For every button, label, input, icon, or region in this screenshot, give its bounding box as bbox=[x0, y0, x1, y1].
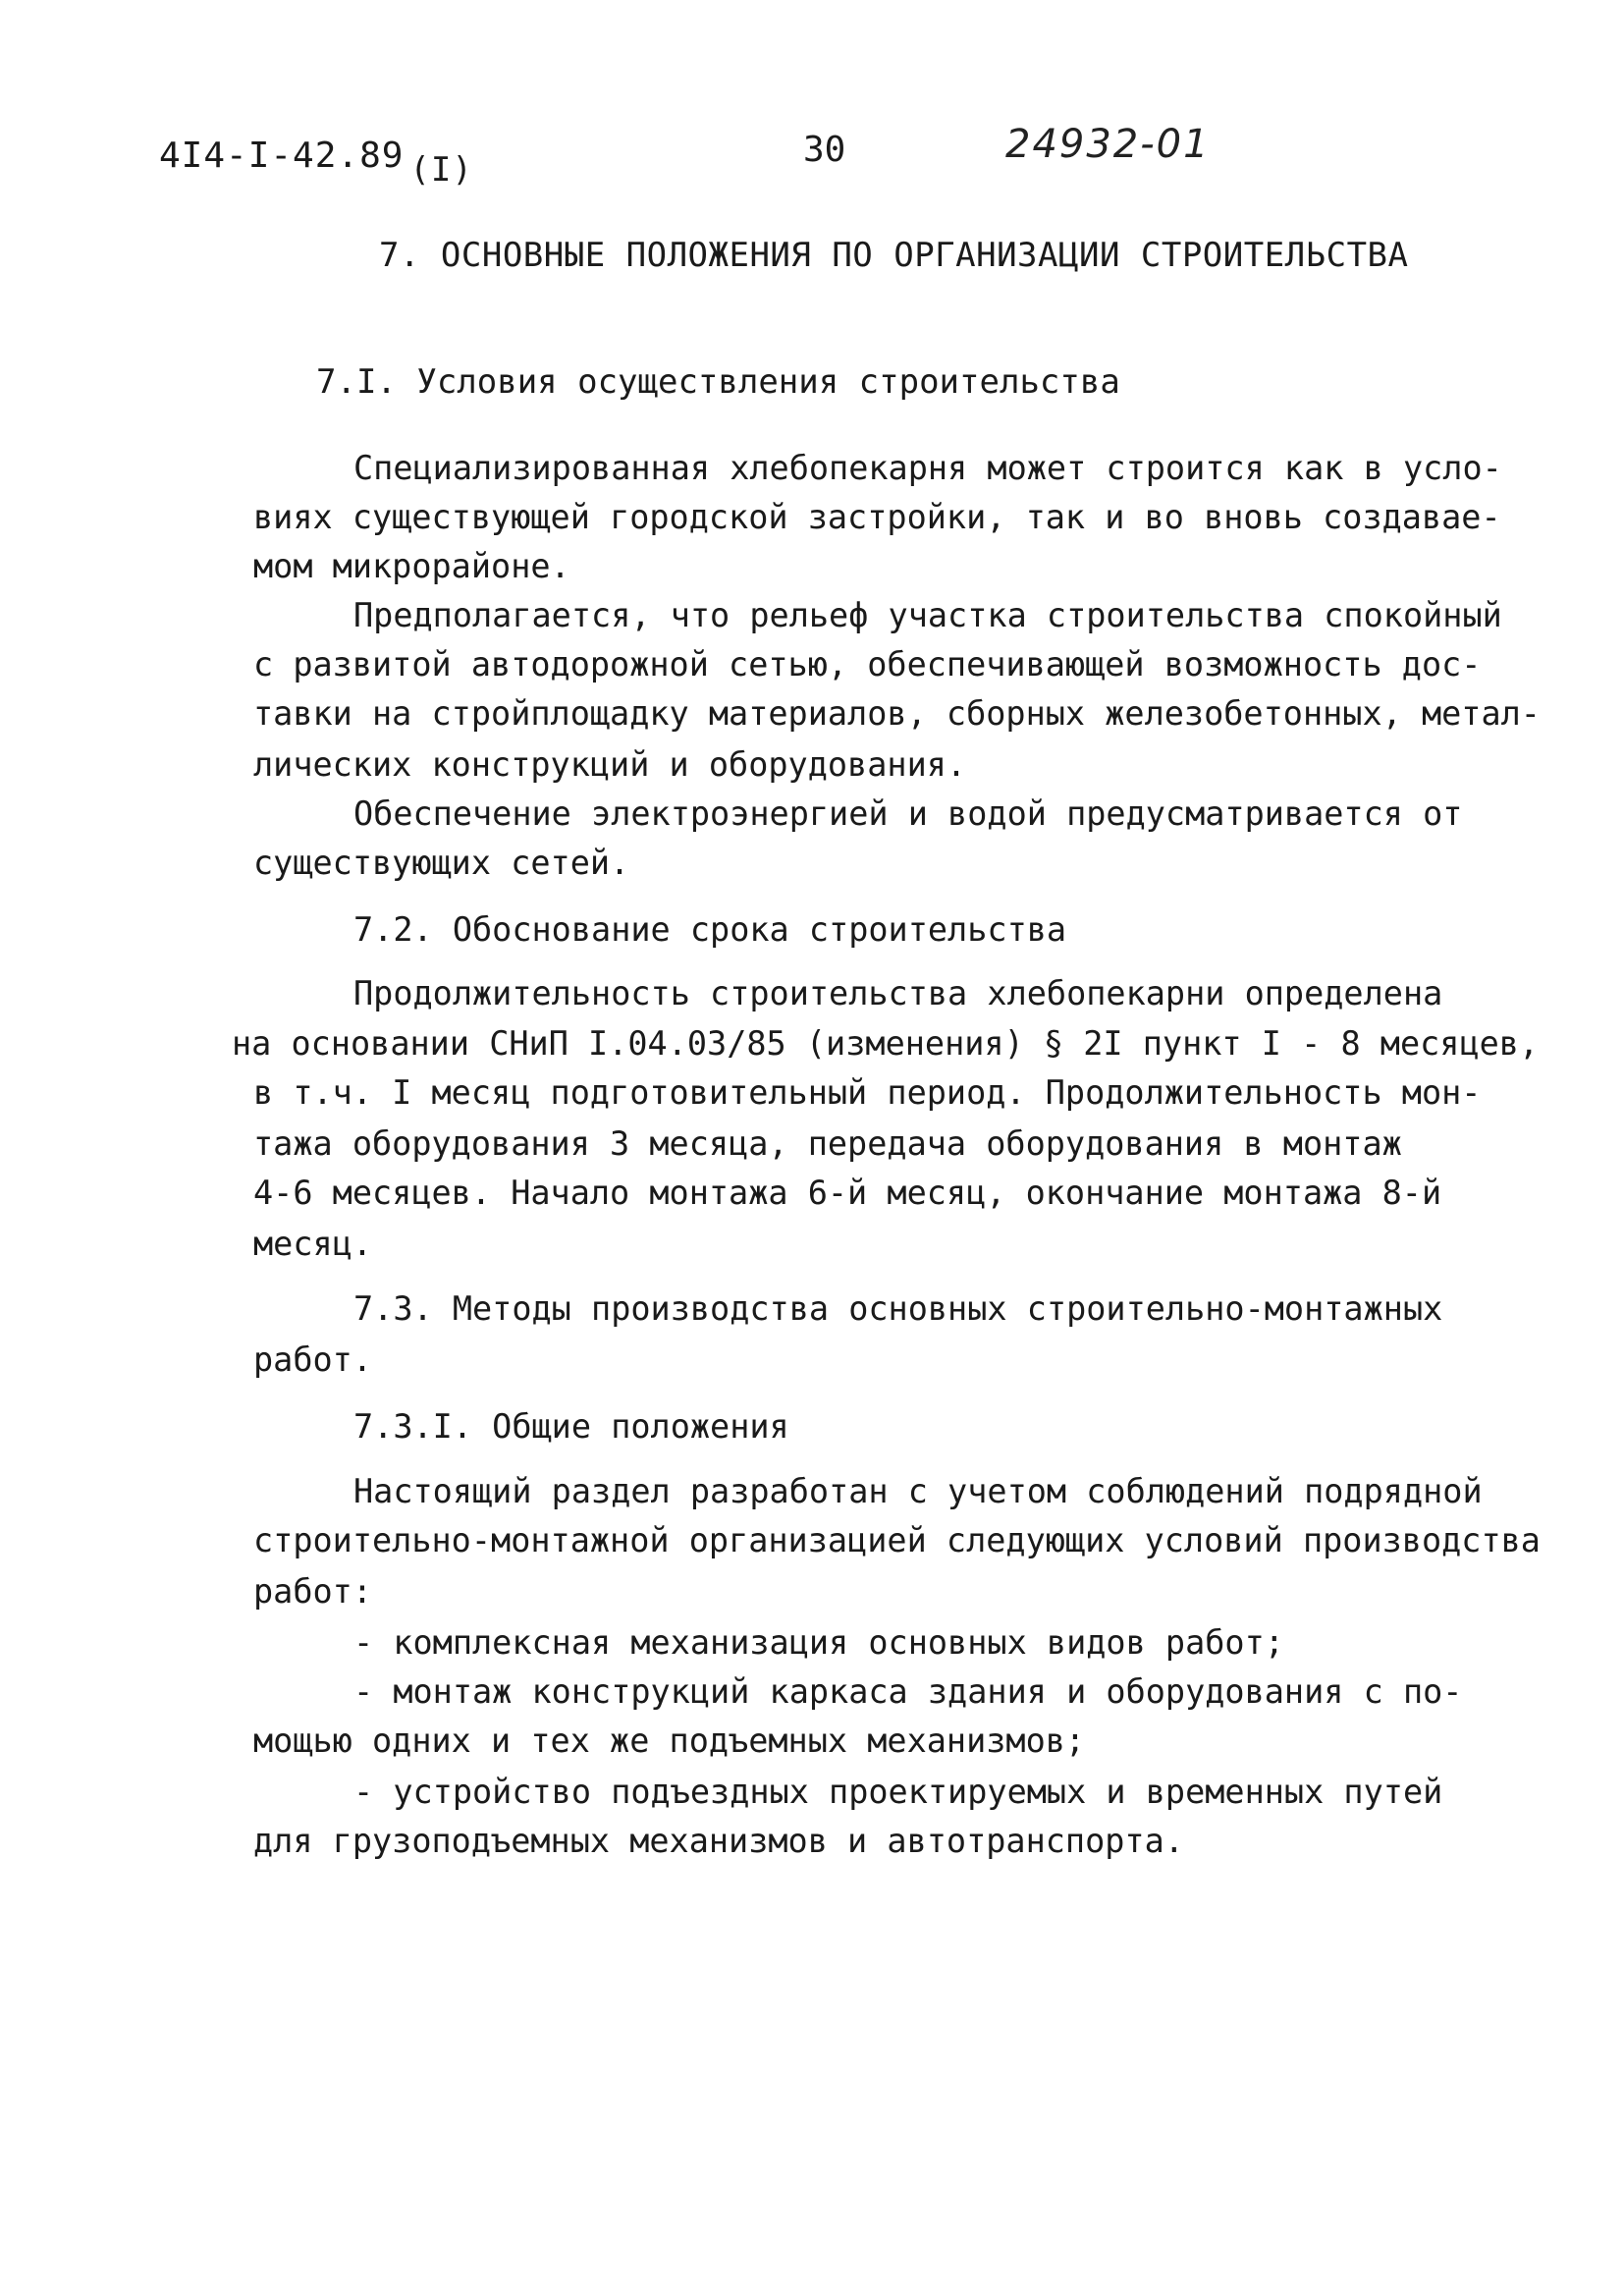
paragraph-line: Продолжительность строительства хлебопекарни определена bbox=[353, 974, 1443, 1012]
list-item: - комплексная механизация основных видов работ; bbox=[353, 1623, 1284, 1662]
paragraph-line: лических конструкций и оборудования. bbox=[253, 745, 967, 784]
subsection-heading: работ. bbox=[253, 1340, 373, 1379]
paragraph-line: с развитой автодорожной сетью, обеспечивающей возможность дос- bbox=[253, 645, 1482, 683]
handwritten-inventory-number: 24932-01 bbox=[1005, 122, 1211, 167]
paragraph-line: тавки на стройплощадку материалов, сборных железобетонных, метал- bbox=[253, 694, 1541, 733]
subsection-heading: 7.3.I. Общие положения bbox=[353, 1407, 789, 1446]
list-item: - монтаж конструкций каркаса здания и оборудования с по- bbox=[353, 1672, 1463, 1711]
paragraph-line: работ: bbox=[253, 1572, 373, 1611]
list-item-continuation: мощью одних и тех же подъемных механизмов; bbox=[253, 1722, 1086, 1760]
paragraph-line: существующих сетей. bbox=[253, 844, 630, 882]
paragraph-line: Предполагается, что рельеф участка строительства спокойный bbox=[353, 596, 1502, 634]
paragraph-line: месяц. bbox=[253, 1225, 373, 1263]
list-item: - устройство подъездных проектируемых и временных путей bbox=[353, 1773, 1443, 1811]
paragraph-line: в т.ч. I месяц подготовительный период. Продолжительность мон- bbox=[253, 1073, 1482, 1112]
document-code-suffix: (I) bbox=[409, 150, 473, 190]
page-number: 30 bbox=[803, 130, 846, 170]
paragraph-line: виях существующей городской застройки, так и во вновь создавае- bbox=[253, 498, 1501, 536]
section-title: 7. ОСНОВНЫЕ ПОЛОЖЕНИЯ ПО ОРГАНИЗАЦИИ СТРОИТЕЛЬСТВА bbox=[379, 236, 1409, 275]
paragraph-line: Настоящий раздел разработан с учетом соблюдений подрядной bbox=[353, 1472, 1483, 1510]
subsection-heading: 7.I. Условия осуществления строительства bbox=[316, 362, 1120, 402]
paragraph-line: на основании СНиП I.04.03/85 (изменения) § 2I пункт I - 8 месяцев, bbox=[232, 1024, 1540, 1063]
subsection-heading: 7.3. Методы производства основных строительно-монтажных bbox=[353, 1289, 1443, 1328]
subsection-heading: 7.2. Обоснование срока строительства bbox=[353, 910, 1067, 949]
paragraph-line: Обеспечение электроэнергией и водой предусматривается от bbox=[353, 794, 1463, 833]
document-code-number: 4I4-I-42.89 bbox=[159, 136, 405, 176]
list-item-continuation: для грузоподъемных механизмов и автотранспорта. bbox=[253, 1822, 1184, 1860]
paragraph-line: строительно-монтажной организацией следующих условий производства bbox=[253, 1521, 1541, 1559]
paragraph-line: мом микрорайоне. bbox=[253, 547, 570, 585]
paragraph-line: Специализированная хлебопекарня может строится как в усло- bbox=[353, 449, 1502, 487]
paragraph-line: тажа оборудования 3 месяца, передача оборудования в монтаж bbox=[253, 1124, 1402, 1163]
document-code bbox=[159, 136, 473, 190]
paragraph-line: 4-6 месяцев. Начало монтажа 6-й месяц, окончание монтажа 8-й bbox=[253, 1174, 1442, 1212]
